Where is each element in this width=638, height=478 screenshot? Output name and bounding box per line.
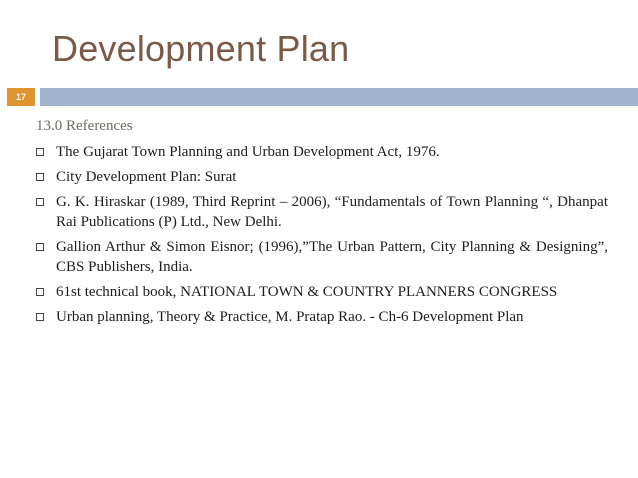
bullet-square-icon (36, 288, 44, 296)
reference-item (36, 142, 608, 162)
references-list (36, 142, 608, 332)
title-divider (0, 88, 638, 106)
bullet-square-icon (36, 243, 44, 251)
bullet-square-icon (36, 173, 44, 181)
reference-text: City Development Plan: Surat (56, 169, 237, 185)
divider-bar (40, 88, 638, 106)
reference-text: The Gujarat Town Planning and Urban Development Act, 1976. (56, 144, 440, 160)
reference-item (36, 167, 608, 187)
slide-number-badge: 17 (7, 88, 35, 106)
reference-text: 61st technical book, NATIONAL TOWN & COUNTRY PLANNERS CONGRESS (56, 284, 558, 300)
reference-item (36, 282, 608, 302)
bullet-square-icon (36, 148, 44, 156)
section-heading: 13.0 References (36, 118, 133, 134)
reference-text: Gallion Arthur & Simon Eisnor; (1996),”The Urban Pattern, City Planning & Designing”, CBS Publishers, India. (56, 239, 608, 275)
bullet-square-icon (36, 198, 44, 206)
bullet-square-icon (36, 313, 44, 321)
slide-title: Development Plan (52, 28, 350, 69)
reference-text: G. K. Hiraskar (1989, Third Reprint – 2006), “Fundamentals of Town Planning “, Dhanpat Rai Publications (P) Ltd., New Delhi. (56, 194, 608, 230)
reference-item (36, 237, 608, 277)
reference-item (36, 192, 608, 232)
reference-text: Urban planning, Theory & Practice, M. Pratap Rao. - Ch-6 Development Plan (56, 309, 524, 325)
reference-item (36, 307, 608, 327)
